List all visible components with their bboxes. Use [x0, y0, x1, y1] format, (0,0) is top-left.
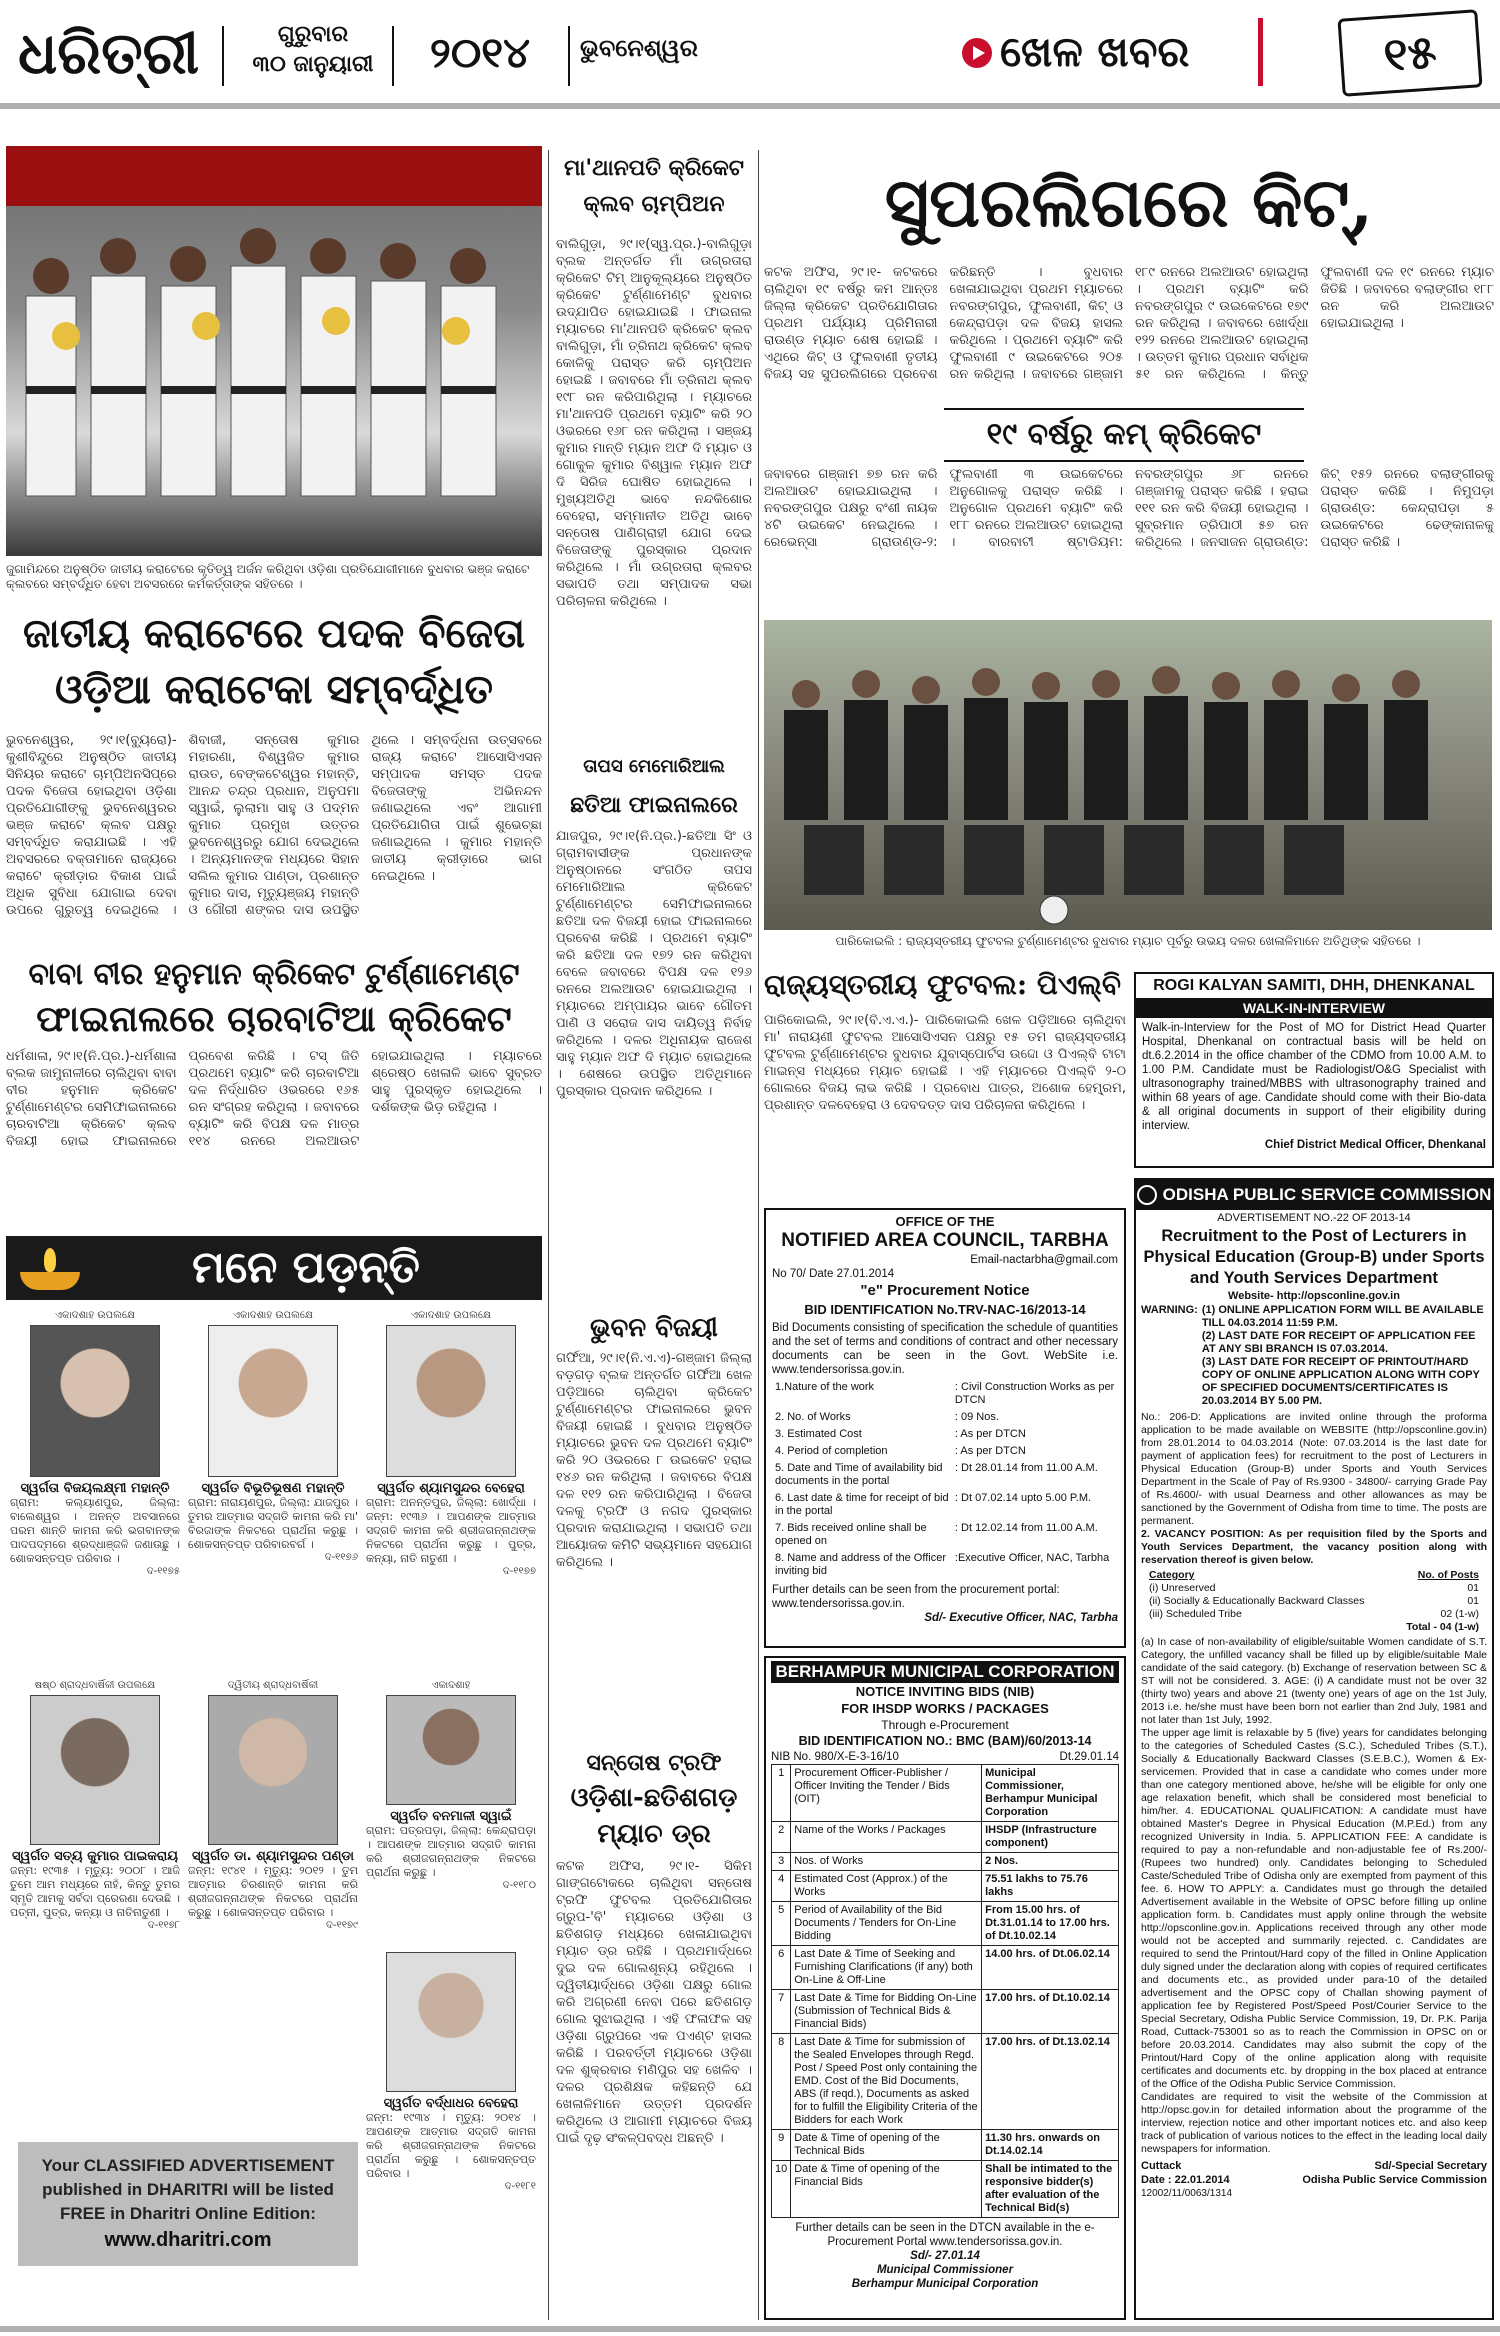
- rks-walkin-ad: [1134, 972, 1494, 1168]
- opsc-warning-label: WARNING:: [1141, 1304, 1198, 1316]
- u19-body: ଜବାବରେ ଗଞ୍ଜାମ ୭୭ ରନ କରି ଅଲଆଉଟ ହୋଇଯାଇଥିଲା । ନବରଙ୍ଗପୁର ପକ୍ଷରୁ ବଂଶୀ ନାୟକ ୪ଟି ଉଇକେଟ ନେଇଥିଲେ । ରେଭେନ୍ସା ଗ୍ରାଉଣ୍ଡ-୨: ଫୁଲବାଣୀ ୩ ଉଇକେଟରେ ଅନୁଗୋଳକୁ ପରାସ୍ତ କରିଛି । ଅନୁଗୋଳ ପ୍ରଥମେ ବ୍ୟାଟିଂ କରି ୧୮୮ ରନରେ ଅଲଆଉଟ ହୋଇଥିଲା । ବାରବାଟୀ ଷ୍ଟାଡିୟମ: ନବରଙ୍ଗପୁର ୬୮ ରନରେ ଗଞ୍ଜାମକୁ ପରାସ୍ତ କରିଛି । ହରାଇ ୧୧୧ ରନ କରି ବିଜୟୀ ହୋଇଥିଲା । ସୁବ୍ରମାନ ତ୍ରିପାଠୀ ୫୭ ରନ କରିଥିଲେ । ଜନସାଜନ ଗ୍ରାଉଣ୍ଡ: କିଟ୍ ୧୫୨ ରନରେ ବଲାଙ୍ଗୀରକୁ ପରାସ୍ତ କରିଛି । ନିମୁପଡ଼ା ଗ୍ରାଉଣ୍ଡ: କେନ୍ଦ୍ରାପଡ଼ା ୫ ଉଇକେଟରେ ଢେଙ୍କାନାଳକୁ ପରାସ୍ତ କରିଛି ।: [764, 467, 1494, 550]
- u19-headline: ୧୯ ବର୍ଷରୁ କମ୍ କ୍ରିକେଟ: [986, 417, 1262, 452]
- bmc-title: BERHAMPUR MUNICIPAL CORPORATION: [771, 1661, 1119, 1683]
- bmc-row-key: Date & Time of opening of the Technical Bids: [791, 2130, 982, 2161]
- bmc-table-row: [772, 1765, 1119, 1822]
- obituary-name: ସ୍ୱର୍ଗତା ବିଜୟଲକ୍ଷ୍ମୀ ମହାନ୍ତି: [20, 1481, 170, 1496]
- karate-photo: [6, 146, 542, 556]
- bmc-row-value: 17.00 hrs. of Dt.13.02.14: [982, 2034, 1119, 2130]
- bhubanvijayi-headline: ଭୁବନ ବିଜୟୀ: [590, 1313, 718, 1343]
- bmc-row-value: From 15.00 hrs. of Dt.31.01.14 to 17.00 hrs. of Dt.10.02.14: [982, 1902, 1119, 1946]
- obituary-card: [10, 1680, 180, 2060]
- hanuman-headline-1: ବାବା ବୀର ହନୁମାନ କ୍ରିକେଟ ଟୁର୍ଣ୍ଣାମେଣ୍ଟ: [28, 957, 520, 992]
- nac-row-value: : As per DTCN: [954, 1428, 1026, 1440]
- obituary-card: [366, 1680, 536, 1940]
- tapas-headline-1: ତାପସ ମେମୋରିଆଲ: [583, 756, 725, 777]
- nac-row-value: : As per DTCN: [954, 1445, 1026, 1457]
- nac-bid-id: BID IDENTIFICATION No.TRV-NAC-16/2013-14: [804, 1302, 1086, 1317]
- opsc-code: 12002/11/0063/1314: [1141, 2188, 1233, 2199]
- bmc-row-number: 2: [772, 1822, 791, 1853]
- masthead-divider-3: [568, 26, 570, 86]
- opsc-warning-3: (3) LAST DATE FOR RECEIPT OF PRINTOUT/HARD COPY OF ONLINE APPLICATION ALONG WITH COPY OF SPECIFIED DOCUMENTS/CERTIFICATES IS 20.03.2014 BY 5.00 PM.: [1201, 1356, 1480, 1407]
- masthead-rule-thick: [0, 103, 1500, 109]
- bmc-row-key: Name of the Works / Packages: [791, 1822, 982, 1853]
- bmc-nib-line: [771, 1750, 1119, 1764]
- mane-padanti-title: ମନେ ପଡ଼ନ୍ତି: [192, 1242, 420, 1293]
- masthead-date: ୩୦ ଜାନୁୟାରୀ: [252, 52, 374, 77]
- bmc-details-table: [771, 1764, 1119, 2218]
- opsc-category-name: (i) Unreserved: [1149, 1582, 1216, 1594]
- masthead-year: ୨୦୧୪: [429, 28, 531, 77]
- obituary-card: [366, 1310, 536, 1670]
- football-team-illustration: [764, 620, 1492, 930]
- bmc-table-row: [772, 1902, 1119, 1946]
- diya-lamp-icon: [20, 1246, 80, 1290]
- superleague-body: କଟକ ଅଫିସ, ୨୯।୧- କଟକରେ ଚାଲିଥିବା ୧୯ ବର୍ଷରୁ କମ ଆନ୍ତଃ ଜିଲ୍ଲା କ୍ରିକେଟ ପ୍ରତିଯୋଗିତାର ପ୍ରଥମ ପର୍ଯ୍ୟାୟ ପ୍ରିମିନାରୀ ରାଉଣ୍ଡ ମ୍ୟାଚ ଶେଷ ହୋଇଛି । ଏଥିରେ କିଟ୍ ଓ ଫୁଲବାଣୀ ତୃତୀୟ ବିଜୟ ସହ ସୁପରଲିଗରେ ପ୍ରବେଶ କରିଛନ୍ତି । ବୁଧବାର ଖେଳାଯାଇଥିବା ପ୍ରଥମ ମ୍ୟାଚରେ ନବରଙ୍ଗପୁର, ଫୁଲବାଣୀ, କିଟ୍ ଓ କେନ୍ଦ୍ରାପଡ଼ା ଦଳ ବିଜୟ ହାସଲ କରିଥିଲେ । ପ୍ରଥମେ ବ୍ୟାଟିଂ କରି ଫୁଲବାଣୀ ୯ ଉଇକେଟରେ ୨୦୫ ରନ କରିଥିଲା । ଜବାବରେ ଗଞ୍ଜାମ ୧୮୯ ରନରେ ଅଲଆଉଟ ହୋଇଥିଲା । ପ୍ରଥମ ବ୍ୟାଟିଂ କରି ନବରଙ୍ଗପୁର ୯ ଉଇକେଟରେ ୧୭୯ ରନ କରିଥିଲା । ଜବାବରେ ଖୋର୍ଦ୍ଧା ୧୨୨ ରନରେ ଅଲଆଉଟ ହୋଇଥିଲା । ଉତ୍ତମ କୁମାର ପ୍ରଧାନ ସର୍ବାଧିକ ୫୧ ରନ କରିଥିଲେ । କିନ୍ତୁ ଫୁଲବାଣୀ ଦଳ ୧୯ ରନରେ ମ୍ୟାଚ ଜିତିଛି । ଜବାବରେ ବଲାଙ୍ଗୀର ୧୮୮ ରନ କରି ଅଲଆଉଟ ହୋଇଯାଇଥିଲା ।: [764, 265, 1494, 382]
- rks-subtitle: WALK-IN-INTERVIEW: [1136, 998, 1492, 1018]
- bmc-row-key: Procurement Officer-Publisher / Officer Inviting the Tender / Bids (OIT): [791, 1765, 982, 1822]
- nac-row-value: :Executive Officer, NAC, Tarbha: [954, 1552, 1110, 1564]
- bmc-table-row: [772, 1853, 1119, 1871]
- bmc-sub-2: FOR IHSDP WORKS / PACKAGES: [841, 1701, 1049, 1716]
- obituary-code: ଦ-୧୧୭୮: [147, 1920, 180, 1931]
- opsc-sign-1: Sd/-Special Secretary: [1374, 2160, 1487, 2172]
- bmc-row-key: Date & Time of opening of the Financial Bids: [791, 2161, 982, 2218]
- opsc-cat-head: Category: [1149, 1569, 1195, 1581]
- obituary-label: ଦ୍ୱିତୀୟ ଶ୍ରାଦ୍ଧବାର୍ଷିକୀ: [227, 1680, 319, 1691]
- obituary-code: ଦ-୧୧୭୭: [502, 1566, 536, 1577]
- rks-signed: Chief District Medical Officer, Dhenkanal: [1264, 1139, 1486, 1151]
- nac-details-table: [772, 1379, 1118, 1580]
- obituary-photo: [208, 1695, 338, 1845]
- nac-row-key: 8. Name and address of the Officer inviting bid: [775, 1552, 946, 1577]
- tapas-body: ଯାଜପୁର, ୨୯।୧(ନି.ପ୍ର.)-ଛତିଆ ସିଂ ଓ ଗ୍ରାମବାସୀଙ୍କ ପ୍ରଧାନଙ୍କ ଅନୁଷ୍ଠାନରେ ସଂଗଠିତ ତାପସ ମେମୋରିଆଲ କ୍ରିକେଟ ଟୁର୍ଣ୍ଣାମେଣ୍ଟର ସେମିଫାଇନାଲରେ ଛତିଆ ଦଳ ବିଜୟୀ ହୋଇ ଫାଇନାଲରେ ପ୍ରବେଶ କରିଛି । ପ୍ରଥମେ ବ୍ୟାଟିଂ କରି ଛତିଆ ଦଳ ୧୭୨ ରନ କରିଥିବା ବେଳେ ଜବାବରେ ବିପକ୍ଷ ଦଳ ୧୨୬ ରନରେ ଅଲଆଉଟ ହୋଇଯାଇଥିଲା । ମ୍ୟାଚରେ ଅମ୍ପାୟର ଭାବେ ଗୌତମ ପାଣି ଓ ସରୋଜ ଦାସ ଦାୟିତ୍ୱ ନିର୍ବାହ କରିଥିଲେ । ଦଳର ଅଧିନାୟକ ରାଜେଶ ସାହୁ ମ୍ୟାନ ଅଫ ଦି ମ୍ୟାଚ ହୋଇଥିଲେ । ଶେଷରେ ଉପସ୍ଥିତ ଅତିଥିମାନେ ପୁରସ୍କାର ପ୍ରଦାନ କରିଥିଲେ ।: [556, 829, 752, 1099]
- superleague-headline: ସୁପରଲିଗରେ କିଟ୍,: [884, 163, 1374, 243]
- opsc-headline: Recruitment to the Post of Lecturers in Physical Education (Group-B) under Sports and Youth Services Department: [1143, 1227, 1485, 1287]
- obituary-desc: ଗ୍ରାମ: ଅନନ୍ତପୁର, ଜିଲ୍ଲା: ଖୋର୍ଦ୍ଧା । ଜନ୍ମ: ୧୯୩୬ । ଆପଣଙ୍କ ଆତ୍ମାର ସଦ୍‌ଗତି କାମନା କରି ଶ୍ରୀଜଗନ୍ନାଥଙ୍କ ନିକଟରେ ପ୍ରାର୍ଥନା କରୁଛୁ । ପୁତ୍ର, କନ୍ୟା, ନାତି ନାତୁଣୀ ।: [366, 1496, 536, 1565]
- nac-table-row: [772, 1520, 1118, 1550]
- emblem-icon: [1137, 1185, 1157, 1205]
- opsc-vacancy: [1141, 1567, 1487, 1636]
- nac-tarbha-ad: [764, 1208, 1126, 1648]
- tapas-headline-2: ଛତିଆ ଫାଇନାଲରେ: [570, 792, 738, 818]
- newspaper-logo: ଧରିତ୍ରୀ: [18, 19, 200, 87]
- obituary-card: [366, 1948, 536, 2320]
- bmc-row-number: 7: [772, 1990, 791, 2034]
- obituary-photo: [208, 1325, 338, 1477]
- obituary-label: ଏକାଦଶାହ: [431, 1680, 471, 1691]
- bmc-row-number: 6: [772, 1946, 791, 1990]
- bmc-row-key: Last Date & Time of Seeking and Furnishing Clarifications (if any) both On-Line & Off-Line: [791, 1946, 982, 1990]
- opsc-title-bar: [1136, 1180, 1492, 1210]
- obituary-card: [188, 1310, 358, 1670]
- obituary-desc: ଜନ୍ମ: ୧୯୪୧ । ମୃତ୍ୟୁ: ୨୦୧୨ । ତୁମ ଆତ୍ମାର ଚିରଶାନ୍ତି କାମନା କରି ଶ୍ରୀଜଗନ୍ନାଥଙ୍କ ନିକଟରେ ପ୍ରାର୍ଥନା କରୁଛୁ । ଶୋକସନ୍ତପ୍ତ ପରିବାର ।: [188, 1864, 358, 1919]
- page-number: ୧୫: [1381, 24, 1439, 82]
- bmc-row-value: IHSDP (Infrastructure component): [982, 1822, 1119, 1853]
- obituary-photo: [386, 1952, 516, 2092]
- santosh-headline-2: ଓଡ଼ିଶା-ଛତିଶଗଡ଼: [570, 1783, 738, 1813]
- santosh-headline-3: ମ୍ୟାଚ ଡ୍ର: [597, 1819, 711, 1849]
- bmc-sign-1: Municipal Commissioner: [876, 2264, 1014, 2276]
- bmc-row-value: Municipal Commissioner, Berhampur Municipal Corporation: [982, 1765, 1119, 1822]
- obituary-code: ଦ-୧୧୭୫: [146, 1566, 180, 1577]
- hanuman-headline-2: ଫାଇନାଲରେ ଚାରବାଟିଆ କ୍ରିକେଟ: [36, 998, 512, 1040]
- santosh-headline-1: ସନ୍ତୋଷ ଟ୍ରଫି: [586, 1750, 722, 1776]
- obituary-card: [10, 1310, 180, 1670]
- obituary-name: ସ୍ୱର୍ଗତ ବନମାଳୀ ସ୍ୱାଇଁ: [390, 1809, 512, 1824]
- obituary-desc: ଗ୍ରାମ: ପତ୍ରପଡ଼ା, ଜିଲ୍ଲା: କେନ୍ଦ୍ରାପଡ଼ା । ଆପଣଙ୍କ ଆତ୍ମାର ସଦ୍‌ଗତି କାମନା କରି ଶ୍ରୀଜଗନ୍ନାଥଙ୍କ ନିକଟରେ ପ୍ରାର୍ଥନା କରୁଛୁ ।: [366, 1824, 536, 1879]
- obituary-desc: ଜନ୍ମ: ୧୯୩୫ । ମୃତ୍ୟୁ: ୨୦୦୮ । ଆଜି ତୁମେ ଆମ ମଧ୍ୟରେ ନାହଁ, କିନ୍ତୁ ତୁମର ସ୍ମୃତି ଆମକୁ ସର୍ବଦା ପ୍ରେରଣା ଦେଉଛି । ପତ୍ନୀ, ପୁତ୍ର, କନ୍ୟା ଓ ନାତିନାତୁଣୀ ।: [10, 1864, 180, 1919]
- obituary-photo: [30, 1325, 160, 1477]
- opsc-para-3: (a) In case of non-availability of eligible/suitable Women candidate of S.T. Category, the unfilled vacancy shall be filled up by eligible/suitable Male candidate of the said category. (b) Exchange of reservation between SC & ST will not be considered. 3. AGE: (i) A candidate must not be over 32 (thirty two) years and above 21 (twenty one) years of age on the 1st July, 2013 i.e. he/she must have been born not earlier than 2nd July, 1981 and not later than 1st July, 1992.: [1141, 1636, 1487, 1726]
- opsc-sign-2: Odisha Public Service Commission: [1302, 2174, 1487, 2186]
- opsc-total: Total - 04 (1-w): [1406, 1621, 1479, 1633]
- bmc-table-row: [772, 1946, 1119, 1990]
- page-number-tab: [1337, 9, 1482, 97]
- obituary-desc: ଗ୍ରାମ: କଲ୍ୟାଣପୁର, ଜିଲ୍ଲା: ବାଲେଶ୍ୱର । ଅନନ୍ତ ଅବସାନରେ ପରମ ଶାନ୍ତି କାମନା କରି ଭଗବାନଙ୍କ ପାଦପଦ୍ମରେ ଶ୍ରଦ୍ଧାଞ୍ଜଳି ଜଣାଉଛୁ । ଶୋକସନ୍ତପ୍ତ ପରିବାର ।: [10, 1496, 180, 1565]
- nac-table-row: [772, 1443, 1118, 1460]
- nac-row-key: 4. Period of completion: [775, 1445, 888, 1457]
- bhubanvijayi-body: ଗର୍ଫିଆ, ୨୯।୧(ନି.ଏ.ଏ)-ଗଞ୍ଜାମ ଜିଲ୍ଲା ବଡ଼ଗଡ଼ ବ୍ଲକ ଅନ୍ତର୍ଗତ ଗର୍ଫିଆ ଖେଳ ପଡ଼ିଆରେ ଚାଲିଥିବା କ୍ରିକେଟ ଟୁର୍ଣ୍ଣାମେଣ୍ଟର ଫାଇନାଲରେ ଭୁବନ ବିଜୟୀ ହୋଇଛି । ବୁଧବାର ଅନୁଷ୍ଠିତ ମ୍ୟାଚରେ ଭୁବନ ଦଳ ପ୍ରଥମେ ବ୍ୟାଟିଂ କରି ୨୦ ଓଭରରେ ୮ ଉଇକେଟ ହରାଇ ୧୪୬ ରନ କରିଥିଲା । ଜବାବରେ ବିପକ୍ଷ ଦଳ ୧୧୨ ରନ କରିପାରିଥିଲା । ବିଜେତା ଦଳକୁ ଟ୍ରଫି ଓ ନଗଦ ପୁରସ୍କାର ପ୍ରଦାନ କରାଯାଇଥିଲା । ସଭାପତି ତଥା ଆୟୋଜକ କମିଟି ସଭ୍ୟମାନେ ସହଯୋଗ କରିଥିଲେ ।: [556, 1351, 752, 1570]
- obituary-name: ସ୍ୱର୍ଗତ ବର୍ଦ୍ଧାଧର ବେହେରା: [383, 2096, 519, 2111]
- bmc-row-number: 9: [772, 2130, 791, 2161]
- nac-ref: No 70/ Date 27.01.2014: [772, 1268, 895, 1280]
- opsc-place: Cuttack: [1141, 2160, 1182, 2172]
- rks-body: Walk-in-Interview for the Post of MO for District Head Quarter Hospital, Dhenkanal on contractual basis will be held on dt.6.2.2014 in the office chamber of the CDMO from 10.00 A.M. to 1.00 P.M. Candidate must be Radiologist/O&G Specialist with ultrasonography trained/MBBS with ultrasonography trained and within 68 years of age. Candidate should come with their Bio-data & all original documents in support of their eligibility during interview.: [1142, 1022, 1486, 1132]
- opsc-para-4: The upper age limit is relaxable by 5 (five) years for candidates belonging to the categories of Scheduled Castes (S.C.), Scheduled Tribes (S.T.), Socially & Educationally Backward Classes (S.E.B.C.), Women & Ex-servicemen. Provided that in case a candidate who comes under more than one category mentioned above, he/she will be eligible for only one age relaxation benefit, which shall be considered most beneficial to him/her. 4. EDUCATIONAL QUALIFICATION: A candidate must have obtained Master's Degree in Physical Education (M.P.Ed.) from any recognized University in India. 5. APPLICATION FEE: A candidate is required to pay a non-refundable and non-adjustable fee of Rs.200/- (Rupees two hundred) only. Candidates belonging to Scheduled Caste/Scheduled Tribe of Odisha only are exempted from payment of this fee. 6. HOW TO APPLY: a. Candidates must go through the detailed Advertisement available in the Website of OPSC before filling up online application form. b. Candidates must apply online through the website http://opsconline.gov.in. Applications received through any other mode would not be accepted and summarily rejected. c. Candidates are required to send the Printout/Hard copy of the filled in Online Application duly signed under the declaration along with copies of required certificates and documents etc., as provided under para-10 of the detailed advertisement and the OPSC copy of Challan showing payment of application fee by Registered Post/Speed Post/Courier Service to the Special Secretary, Odisha Public Service Commission, 19, Dr. P.K. Parija Road, Cuttack-753001 so as to reach the Commission in OPSC on or before 20.03.2014. Candidates may also submit the copy of the Printout/Hard Copy of the online application along with requisite certificates and documents etc. by dropping in the box placed at entrance of the Office of the Odisha Public Service Commission.: [1141, 1727, 1487, 2090]
- nac-table-row: [772, 1550, 1118, 1580]
- bmc-row-number: 10: [772, 2161, 791, 2218]
- play-icon: [962, 38, 992, 68]
- obituary-name: ସ୍ୱର୍ଗତ ସତ୍ୟ କୁମାର ପାଇକରାୟ: [12, 1849, 178, 1864]
- karate-body: ଭୁବନେଶ୍ୱର, ୨୯।୧(ବ୍ୟୁରୋ)-କୁଶୀବିନ୍ଦୁରେ ଅନୁଷ୍ଠିତ ଜାତୀୟ ସିନିୟର କରାଟେ ଚାମ୍ପିଅନସିପ୍‌ରେ ପଦକ ବିଜେତା ହୋଇଥିବା ଓଡ଼ିଶା ପ୍ରତିଯୋଗୀଙ୍କୁ ଭୁବନେଶ୍ୱରର ଭଞ୍ଜ କରାଟେ କ୍ଲବ ପକ୍ଷରୁ ସମ୍ବର୍ଦ୍ଧିତ କରାଯାଇଛି । ଏହି ଅବସରରେ ବକ୍ତାମାନେ ରାଜ୍ୟରେ କରାଟେ କ୍ରୀଡ଼ାର ବିକାଶ ପାଇଁ ଅଧିକ ସୁବିଧା ଯୋଗାଇ ଦେବା ଉପରେ ଗୁରୁତ୍ୱ ଦେଇଥିଲେ । ଶିବାଜୀ, ସନ୍ତୋଷ କୁମାର ମହାରଣା, ବିଶ୍ୱଜିତ କୁମାର ରାଉତ, ବେଙ୍କଟେଶ୍ୱର ମହାନ୍ତି, ଆନନ୍ଦ ଚନ୍ଦ୍ର ପ୍ରଧାନ, ଅନୁପମା ସ୍ୱାଇଁ, ଲୁଲାମା ସାହୁ ଓ ପଦ୍ମନ କୁମାର ପ୍ରମୁଖ ଉତ୍ତର ଭୁବନେଶ୍ୱରରୁ ଯୋଗ ଦେଇଥିଲେ । ଅନ୍ୟମାନଙ୍କ ମଧ୍ୟରେ ସିହାନ ସଲିଲ କୁମାର ପାଣ୍ଡା, ପ୍ରଶାନ୍ତ କୁମାର ଦାସ, ମୃତ୍ୟୁଞ୍ଜୟ ମହାନ୍ତି ଓ ଗୌରୀ ଶଙ୍କର ଦାସ ଉପସ୍ଥିତ ଥିଲେ । ସମ୍ବର୍ଦ୍ଧନା ଉତ୍ସବରେ ରାଜ୍ୟ କରାଟେ ଆସୋସିଏସନ ସମ୍ପାଦକ ସମସ୍ତ ପଦକ ବିଜେତାଙ୍କୁ ଅଭିନନ୍ଦନ ଜଣାଇଥିଲେ ଏବଂ ଆଗାମୀ ପ୍ରତିଯୋଗିତା ପାଇଁ ଶୁଭେଚ୍ଛା ଜଣାଇଥିଲେ । କୁମାର ମହାନ୍ତି ଜାତୀୟ କ୍ରୀଡ଼ାରେ ଭାଗ ନେଇଥିଲେ ।: [6, 733, 542, 918]
- bmc-table-row: [772, 2130, 1119, 2161]
- classified-line-2: published in DHARITRI will be listed: [42, 2180, 334, 2199]
- obituary-code: ଦ-୧୧୭୬: [324, 1552, 358, 1563]
- bmc-row-number: 3: [772, 1853, 791, 1871]
- nac-table-row: [772, 1409, 1118, 1426]
- obituary-desc: ଗ୍ରାମ: ନାରାୟଣପୁର, ଜିଲ୍ଲା: ଯାଜପୁର । ତୁମର ଆତ୍ମାର ସଦ୍‌ଗତି କାମନା କରି ମା' ବିରଜାଙ୍କ ନିକଟରେ ପ୍ରାର୍ଥନା କରୁଛୁ । ଶୋକସନ୍ତପ୍ତ ପରିବାରବର୍ଗ ।: [188, 1496, 358, 1551]
- nac-office: OFFICE OF THE: [895, 1214, 995, 1229]
- opsc-title: ODISHA PUBLIC SERVICE COMMISSION: [1162, 1185, 1492, 1204]
- opsc-para-5: Candidates are required to visit the website of the Commission at http://opsc.gov.in for detailed information about the programme of the interview, rejection notice and other important notices etc. and also keep track of publication of various notices to the effect in the leading local daily newspapers for information.: [1141, 2091, 1487, 2155]
- nac-row-value: : Dt 07.02.14 upto 5.00 P.M.: [954, 1492, 1092, 1504]
- nac-row-key: 5. Date and Time of availability bid documents in the portal: [775, 1462, 943, 1487]
- opsc-category-posts: 01: [1467, 1582, 1479, 1594]
- nac-table-row: [772, 1490, 1118, 1520]
- karate-group-illustration: [6, 146, 542, 556]
- opsc-category-posts: 01: [1467, 1595, 1479, 1607]
- obituary-name: ସ୍ୱର୍ଗତ ବିଭୂତିଭୂଷଣ ମହାନ୍ତି: [201, 1481, 345, 1496]
- obituary-code: ଦ-୧୧୮୧: [504, 2181, 536, 2192]
- obituary-label: ଷଷ୍ଠ ଶ୍ରାଦ୍ଧବାର୍ଷିକୀ ଉପଲକ୍ଷେ: [34, 1680, 156, 1691]
- football-caption: ପାରିକୋଇଲି : ରାଜ୍ୟସ୍ତରୀୟ ଫୁଟବଲ ଟୁର୍ଣ୍ଣାମେଣ୍ଟର ବୁଧବାର ମ୍ୟାଚ ପୂର୍ବରୁ ଉଭୟ ଦଳର ଖେଳାଳିମାନେ ଅତିଥିଙ୍କ ସହିତରେ ।: [835, 934, 1421, 948]
- mane-padanti-banner: [6, 1236, 542, 1300]
- nac-intro: Bid Documents consisting of specification the schedule of quantities and the set of terms and conditions of contract and other necessary documents can be seen in the Govt. WebSite i.e. www.tendersorissa.gov.in.: [772, 1322, 1118, 1376]
- karate-headline: ଜାତୀୟ କରାଟେରେ ପଦକ ବିଜେତା ଓଡ଼ିଆ କରାଟେକା ସମ୍ବର୍ଦ୍ଧିତ: [22, 610, 526, 713]
- masthead-divider-2: [392, 26, 394, 86]
- bmc-row-value: 11.30 hrs. onwards on Dt.14.02.14: [982, 2130, 1119, 2161]
- section-title: ଖେଳ ଖବର: [1000, 27, 1190, 76]
- nac-row-value: : 09 Nos.: [954, 1411, 999, 1423]
- obituary-photo: [30, 1695, 160, 1845]
- opsc-website[interactable]: Website- http://opsconline.gov.in: [1228, 1290, 1400, 1302]
- bmc-outro: Further details can be seen in the DTCN available in the e-Procurement Portal www.tendersorissa.gov.in.: [795, 2222, 1095, 2248]
- bmc-nib-no: NIB No. 980/X-E-3-16/10: [771, 1751, 899, 1763]
- bmc-nib-ad: [764, 1656, 1126, 2320]
- masthead-day: ଗୁରୁବାର: [277, 22, 349, 47]
- obituary-photo: [386, 1695, 516, 1805]
- opsc-advt-no: ADVERTISEMENT NO.-22 OF 2013-14: [1217, 1212, 1411, 1224]
- bmc-date: Dt.29.01.14: [1059, 1751, 1119, 1763]
- opsc-category-name: (ii) Socially & Educationally Backward Classes: [1149, 1595, 1365, 1607]
- bmc-row-number: 4: [772, 1871, 791, 1902]
- bmc-sd: Sd/- 27.01.14: [910, 2250, 980, 2262]
- bmc-row-value: 75.51 lakhs to 75.76 lakhs: [982, 1871, 1119, 1902]
- rks-title: ROGI KALYAN SAMITI, DHH, DHENKANAL: [1153, 977, 1475, 994]
- classified-banner: [18, 2142, 358, 2266]
- bmc-row-value: 2 Nos.: [982, 1853, 1119, 1871]
- bmc-row-value: 14.00 hrs. of Dt.06.02.14: [982, 1946, 1119, 1990]
- bmc-table-row: [772, 2034, 1119, 2130]
- u19-headline-box: [944, 408, 1304, 462]
- classified-url[interactable]: www.dharitri.com: [104, 2229, 272, 2251]
- opsc-warning-1: (1) ONLINE APPLICATION FORM WILL BE AVAILABLE TILL 04.03.2014 11:59 P.M.: [1201, 1304, 1484, 1329]
- opsc-warning-2: (2) LAST DATE FOR RECEIPT OF APPLICATION FEE AT ANY SBI BRANCH IS 07.03.2014.: [1201, 1330, 1476, 1355]
- bmc-row-value: Shall be intimated to the responsive bidder(s) after evaluation of the Technical Bid(s): [982, 2161, 1119, 2218]
- nac-row-key: 7. Bids received online shall be opened on: [775, 1522, 927, 1547]
- opsc-date: Date : 22.01.2014: [1141, 2174, 1230, 2186]
- opsc-category-posts: 02 (1-w): [1440, 1608, 1479, 1620]
- bmc-row-number: 5: [772, 1902, 791, 1946]
- karate-caption: ଜୁଗାମିନ୍ଦରେ ଅନୁଷ୍ଠିତ ଜାତୀୟ କରାଟେରେ କୃତିତ୍ୱ ଅର୍ଜନ କରିଥିବା ଓଡ଼ିଶା ପ୍ରତିଯୋଗୀମାନେ ବୁଧବାର ଭଞ୍ଜ କରାଟେ କ୍ଲବରେ ସମ୍ବର୍ଦ୍ଧିତ ହେବା ଅବସରରେ କର୍ମକର୍ତ୍ତାଙ୍କ ସହିତରେ ।: [6, 562, 530, 591]
- bmc-table-row: [772, 1822, 1119, 1853]
- bmc-row-key: Estimated Cost (Approx.) of the Works: [791, 1871, 982, 1902]
- bmc-row-key: Last Date & Time for submission of the Sealed Envelopes through Regd. Post / Speed Post only containing the EMD. Cost of the Bid Documents, ABS (if reqd.), Documents as asked for to fulfill the Eligibility Criteria of the Bidders for each Work: [791, 2034, 982, 2130]
- nac-table-row: [772, 1460, 1118, 1490]
- classified-line-1: Your CLASSIFIED ADVERTISEMENT: [41, 2156, 335, 2175]
- nac-row-value: : Civil Construction Works as per DTCN: [954, 1381, 1115, 1406]
- masthead-city: ଭୁବନେଶ୍ୱର: [580, 34, 698, 62]
- nac-row-value: : Dt 12.02.14 from 11.00 A.M.: [954, 1522, 1098, 1534]
- mathanpati-headline: ମା'ଥାନପତି କ୍ରିକେଟ କ୍ଲବ ଚାମ୍ପିଅନ: [563, 155, 745, 217]
- nac-email: Email-nactarbha@gmail.com: [970, 1254, 1118, 1266]
- nac-row-key: 3. Estimated Cost: [775, 1428, 862, 1440]
- column-rule: [758, 150, 759, 2320]
- bmc-sub-1: NOTICE INVITING BIDS (NIB): [855, 1684, 1035, 1699]
- mathanpati-body: ବାଲିଗୁଡ଼ା, ୨୯।୧(ସ୍ୱ.ପ୍ର.)-ବାଲିଗୁଡ଼ା ବ୍ଲକ ଅନ୍ତର୍ଗତ ମାଁ ଉଗ୍ରତାରା କ୍ରିକେଟ ଟିମ୍ ଆନୁକୂଲ୍ୟରେ ଅନୁଷ୍ଠିତ କ୍ରିକେଟ ଟୁର୍ଣ୍ଣାମେଣ୍ଟ ବୁଧବାର ଉଦ୍‌ଯାପିତ ହୋଇଯାଇଛି । ଫାଇନାଲ ମ୍ୟାଚରେ ମା'ଥାନପତି କ୍ରିକେଟ କ୍ଲବ ବାଲିଗୁଡ଼ା, ମାଁ ତ୍ରିନାଥ କ୍ରିକେଟ କ୍ଲବ କୋଳିକୁ ପରାସ୍ତ କରି ଚାମ୍ପିଅନ ହୋଇଛି । ଜବାବରେ ମାଁ ତ୍ରିନାଥ କ୍ଲବ ୧୯୮ ରନ କରିପାରିଥିଲା । ମ୍ୟାଚରେ ମା'ଥାନପତି ପ୍ରଥମେ ବ୍ୟାଟିଂ କରି ୨୦ ଓଭରରେ ୧୬୮ ରନ କରିଥିଲା । ସଞ୍ଜୟ କୁମାର ମାନ୍ତି ମ୍ୟାନ ଅଫ ଦି ମ୍ୟାଚ ଓ ଗୋକୁଳ କୁମାର ବିଶ୍ୱାଳ ମ୍ୟାନ ଅଫ ଦି ସିରିଜ ଘୋଷିତ ହୋଇଥିଲେ । ମୁଖ୍ୟଅତିଥି ଭାବେ ନନ୍ଦକିଶୋର ବେହେରା, ସମ୍ମାନୀତ ଅତିଥି ଭାବେ ସନ୍ତୋଷ ପାଣିଗ୍ରାହୀ ଯୋଗ ଦେଇ ବିଜେତାଙ୍କୁ ପୁରସ୍କାର ପ୍ରଦାନ କରିଥିଲେ । ମାଁ ଉଗ୍ରତାରା କ୍ଲବର ସଭାପତି ତଥା ସମ୍ପାଦକ ସଭା ପରିଚାଳନା କରିଥିଲେ ।: [556, 237, 752, 609]
- obituary-code: ଦ-୧୧୮୦: [502, 1880, 536, 1891]
- obituary-code: ଦ-୧୧୭୯: [326, 1920, 358, 1931]
- opsc-para-2: 2. VACANCY POSITION: As per requisition filed by the Sports and Youth Services Department, the vacancy position along with reservation thereof is given below.: [1141, 1528, 1487, 1566]
- opsc-category-row: [1149, 1608, 1479, 1621]
- obituary-desc: ଜନ୍ମ: ୧୯୩୪ । ମୃତ୍ୟୁ: ୨୦୧୪ । ଆପଣଙ୍କ ଆତ୍ମାର ସଦ୍‌ଗତି କାମନା କରି ଶ୍ରୀଜଗନ୍ନାଥଙ୍କ ନିକଟରେ ପ୍ରାର୍ଥନା କରୁଛୁ । ଶୋକସନ୍ତପ୍ତ ପରିବାର ।: [366, 2111, 536, 2180]
- footer-rule: [0, 2326, 1500, 2332]
- bmc-sign-2: Berhampur Municipal Corporation: [851, 2278, 1039, 2290]
- nac-row-value: : Dt 28.01.14 from 11.00 A.M.: [954, 1462, 1098, 1474]
- nac-notice: "e" Procurement Notice: [860, 1282, 1030, 1299]
- masthead: [0, 0, 1500, 110]
- nac-row-key: 6. Last date & time for receipt of bid in the portal: [775, 1492, 949, 1517]
- obituary-name: ସ୍ୱର୍ଗତ ଶ୍ୟାମସୁନ୍ଦର ବେହେରା: [377, 1481, 525, 1496]
- obituary-label: ଏକାଦଶାହ ଉପଲକ୍ଷେ: [55, 1310, 135, 1321]
- nac-title: NOTIFIED AREA COUNCIL, TARBHA: [781, 1230, 1109, 1251]
- football-body: ପାରିକୋଇଲି, ୨୯।୧(ବି.ଏ.ଏ.)- ପାରିକୋଇଲି ଖେଳ ପଡ଼ିଆରେ ଚାଲିଥିବା ମା' ନାରାୟଣୀ ଫୁଟବଲ ଆସୋସିଏସନ ପକ୍ଷରୁ ୧୫ ତମ ରାଜ୍ୟସ୍ତରୀୟ ଫୁଟବଲ ଟୁର୍ଣ୍ଣାମେଣ୍ଟର ବୁଧବାର ଯୁବାସ୍ପୋର୍ଟସ ଉଦ୍ଦୋ ଓ ପିଏଲ୍‌ବି ଟାଟା ମାଇନ୍ସ ମଧ୍ୟରେ ମ୍ୟାଚ ହୋଇଛି । ଏହି ମ୍ୟାଚରେ ପିଏଲ୍‌ବି ୨-୦ ଗୋଲରେ ବିଜୟ ଲାଭ କରିଛି । ପ୍ରବୋଧ ପାତ୍ର, ଅଶୋକ ହେମ୍ବ୍ରମ, ପ୍ରଶାନ୍ତ ଦଳବେହେରା ଓ ଦେବଦତ୍ତ ଦାସ ପରିଚାଳନା କରିଥିଲେ ।: [764, 1013, 1126, 1113]
- bmc-row-key: Period of Availability of the Bid Documents / Tenders for On-Line Bidding: [791, 1902, 982, 1946]
- bmc-row-number: 8: [772, 2034, 791, 2130]
- bmc-row-value: 17.00 hrs. of Dt.10.02.14: [982, 1990, 1119, 2034]
- section-red-bar: [1258, 18, 1263, 86]
- football-headline: ରାଜ୍ୟସ୍ତରୀୟ ଫୁଟବଲ: ପିଏଲ୍‌ବି: [764, 968, 1122, 1001]
- opsc-category-row: [1149, 1595, 1479, 1608]
- opsc-category-row: [1149, 1582, 1479, 1595]
- obituary-card: [188, 1680, 358, 2060]
- obituary-name: ସ୍ୱର୍ଗତ ଡା. ଶ୍ୟାମସୁନ୍ଦର ପଣ୍ଡା: [191, 1849, 355, 1864]
- football-photo: [764, 620, 1492, 930]
- nac-row-key: 2. No. of Works: [775, 1411, 851, 1423]
- opsc-categories: [1149, 1582, 1479, 1621]
- nac-table-row: [772, 1426, 1118, 1443]
- nac-signed: Sd/- Executive Officer, NAC, Tarbha: [924, 1612, 1118, 1624]
- santosh-body: କଟକ ଅଫିସ, ୨୯।୧- ସିକିମ ଗାଙ୍ଗଟୋକରେ ଚାଲିଥିବା ସନ୍ତୋଷ ଟ୍ରଫି ଫୁଟବଲ ପ୍ରତିଯୋଗିତାର ଗ୍ରୁପ-'ବି' ମ୍ୟାଚରେ ଓଡ଼ିଶା ଓ ଛତିଶଗଡ଼ ମଧ୍ୟରେ ଖେଳାଯାଇଥିବା ମ୍ୟାଚ ଡ୍ର ରହିଛି । ପ୍ରଥମାର୍ଦ୍ଧରେ ଦୁଇ ଦଳ ଗୋଲଶୂନ୍ୟ ରହିଥିଲେ । ଦ୍ୱିତୀୟାର୍ଦ୍ଧରେ ଓଡ଼ିଶା ପକ୍ଷରୁ ଗୋଲ କରି ଅଗ୍ରଣୀ ନେବା ପରେ ଛତିଶଗଡ଼ ଗୋଲ ସୁଝାଇଥିଲା । ଏହି ଫଳାଫଳ ସହ ଓଡ଼ିଶା ଗ୍ରୁପରେ ଏକ ପଏଣ୍ଟ ହାସଲ କରିଛି । ପରବର୍ତ୍ତୀ ମ୍ୟାଚରେ ଓଡ଼ିଶା ଦଳ ଶୁକ୍ରବାର ମଣିପୁର ସହ ଖେଳିବ । ଦଳର ପ୍ରଶିକ୍ଷକ କହିଛନ୍ତି ଯେ ଖେଳାଳିମାନେ ଉତ୍ତମ ପ୍ରଦର୍ଶନ କରିଥିଲେ ଓ ଆଗାମୀ ମ୍ୟାଚରେ ବିଜୟ ପାଇଁ ଦୃଢ଼ ସଂକଳ୍ପବଦ୍ଧ ଅଛନ୍ତି ।: [556, 1859, 752, 2146]
- bmc-row-key: Nos. of Works: [791, 1853, 982, 1871]
- opsc-ad: [1134, 1178, 1494, 2320]
- opsc-posts-head: No. of Posts: [1417, 1569, 1479, 1581]
- masthead-divider-1: [222, 26, 224, 86]
- obituary-photo: [386, 1325, 516, 1477]
- column-rule: [548, 150, 549, 2320]
- hanuman-body: ଧର୍ମଶାଳା, ୨୯।୧(ନି.ପ୍ର.)-ଧର୍ମଶାଳା ବ୍ଲକ ଜାମୁନାଳୀରେ ଚାଲିଥିବା ବାବା ବୀର ହନୁମାନ କ୍ରିକେଟ ଟୁର୍ଣ୍ଣାମେଣ୍ଟର ସେମିଫାଇନାଲରେ ଚାରବାଟିଆ କ୍ରିକେଟ କ୍ଲବ ବିଜୟୀ ହୋଇ ଫାଇନାଲରେ ପ୍ରବେଶ କରିଛି । ଟସ୍ ଜିତି ପ୍ରଥମେ ବ୍ୟାଟିଂ କରି ଚାରବାଟିଆ ଦଳ ନିର୍ଦ୍ଧାରିତ ଓଭରରେ ୧୬୫ ରନ ସଂଗ୍ରହ କରିଥିଲା । ଜବାବରେ ବ୍ୟାଟିଂ କରି ବିପକ୍ଷ ଦଳ ମାତ୍ର ୧୧୪ ରନରେ ଅଲଆଉଟ ହୋଇଯାଇଥିଲା । ମ୍ୟାଚରେ ଶ୍ରେଷ୍ଠ ଖେଳାଳି ଭାବେ ସୁବ୍ରତ ସାହୁ ପୁରସ୍କୃତ ହୋଇଥିଲେ । ଦର୍ଶକଙ୍କ ଭିଡ଼ ରହିଥିଲା ।: [6, 1049, 542, 1149]
- bmc-sub-3: Through e-Procurement: [881, 1718, 1009, 1732]
- bmc-table-row: [772, 1871, 1119, 1902]
- classified-line-3: FREE in Dharitri Online Edition:: [60, 2204, 316, 2223]
- bmc-table-row: [772, 1990, 1119, 2034]
- obituary-label: ଏକାଦଶାହ ଉପଲକ୍ଷେ: [233, 1310, 313, 1321]
- opsc-footer: [1141, 2159, 1487, 2187]
- opsc-category-name: (iii) Scheduled Tribe: [1149, 1608, 1242, 1620]
- nac-row-key: 1.Nature of the work: [775, 1381, 875, 1393]
- bmc-row-key: Last Date & Time for Bidding On-Line (Submission of Technical Bids & Financial Bids): [791, 1990, 982, 2034]
- bmc-row-number: 1: [772, 1765, 791, 1822]
- nac-outro: Further details can be seen from the procurement portal: www.tendersorissa.gov.in.: [772, 1584, 1060, 1610]
- bmc-bid-id: BID IDENTIFICATION NO.: BMC (BAM)/60/2013-14: [798, 1734, 1092, 1748]
- opsc-para-1: No.: 206-D: Applications are invited online through the proforma application to be made available on WEBSITE (http://opsconline.gov.in) from 28.01.2014 to 04.03.2014 (Note: 07.03.2014 is the last date for payment of application fees) for recruitment to the post of Lecturers in Physical Education (Group-B) under Sports and Youth Services Department in the Scale of Pay of Rs.9300 - 34800/- carrying Grade Pay of Rs.4600/- with usual Dearness and other allowances as may be sanctioned by the Government of Odisha from time to time. The posts are permanent.: [1141, 1411, 1487, 1527]
- nac-table-row: [772, 1379, 1118, 1409]
- opsc-warnings: [1141, 1304, 1487, 1408]
- obituary-label: ଏକାଦଶାହ ଉପଲକ୍ଷେ: [411, 1310, 491, 1321]
- bmc-table-row: [772, 2161, 1119, 2218]
